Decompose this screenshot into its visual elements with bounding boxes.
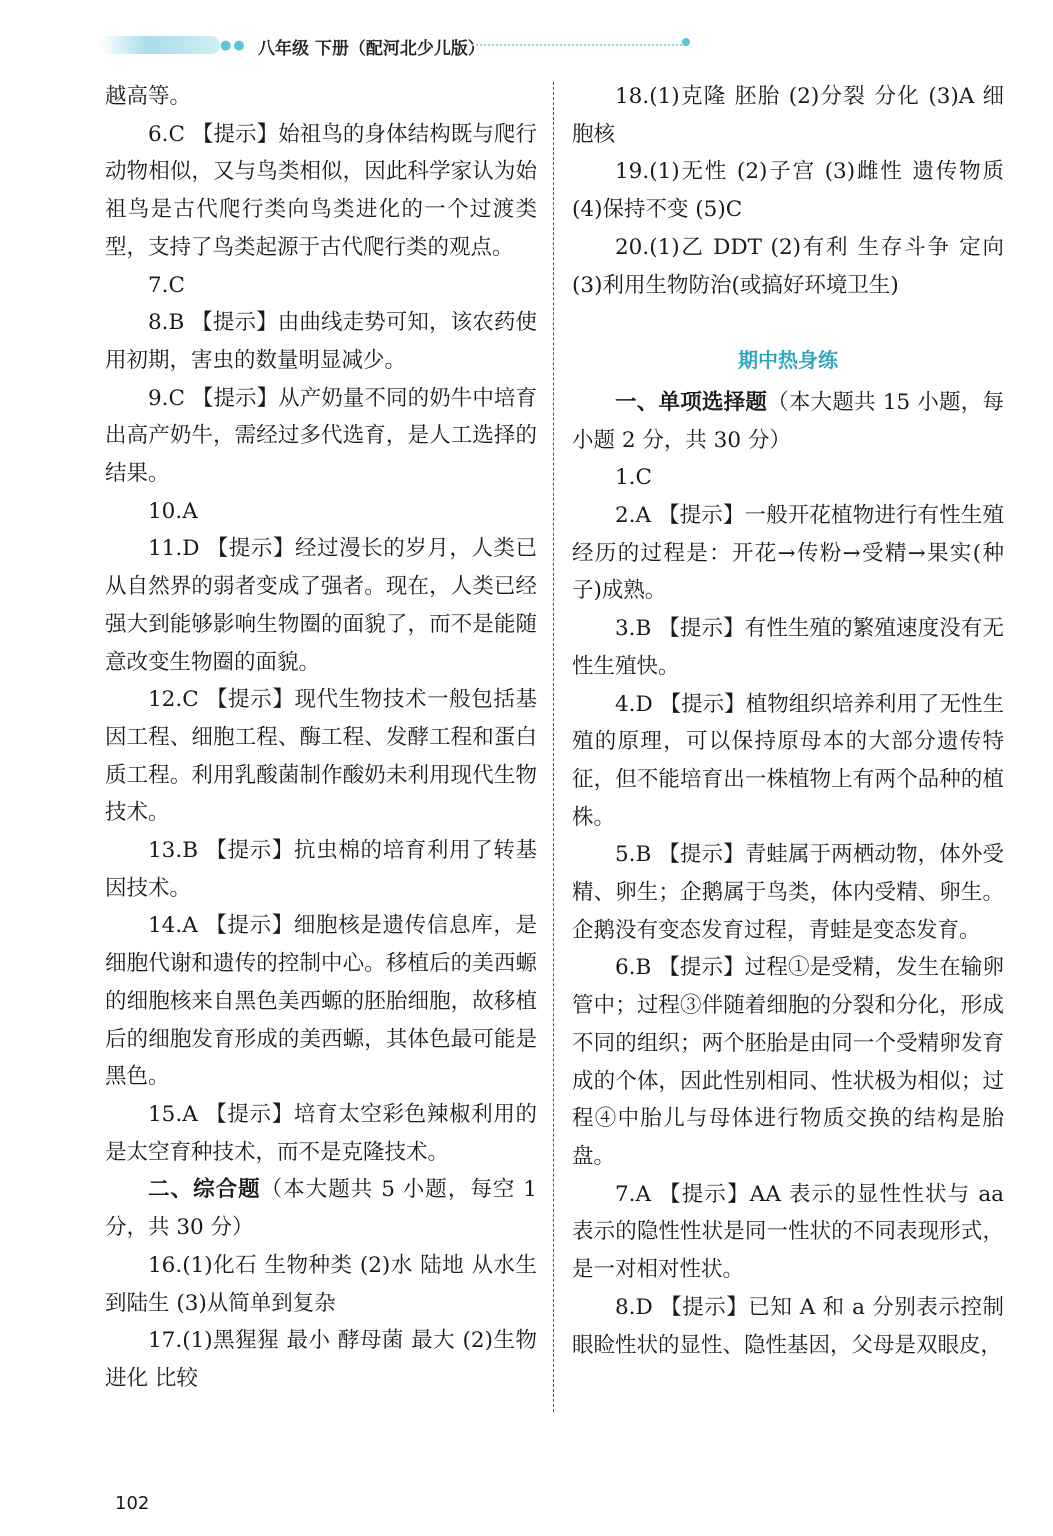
section-note: （本大题共 5 小题，每空 1 分，共 30 分） — [105, 1177, 537, 1241]
answer-item: 6.C 【提示】始祖鸟的身体结构既与爬行动物相似，又与鸟类相似，因此科学家认为始祖鸟是古代爬行类向鸟类进化的一个过渡类型，支持了鸟类起源于古代爬行类的观点。 — [105, 121, 537, 260]
page-number: 102 — [115, 1493, 150, 1514]
answer-item: 7.A 【提示】AA 表示的显性性状与 aa 表示的隐性性状是同一性状的不同表现形式，是一对相对性状。 — [572, 1181, 1004, 1283]
right-column — [572, 78, 1004, 1364]
answer-item: 18.(1)克隆 胚胎 (2)分裂 分化 (3)A 细胞核 — [572, 84, 1004, 147]
answer-item: 7.C — [148, 272, 185, 298]
answer-item: 3.B 【提示】有性生殖的繁殖速度没有无性生殖快。 — [572, 616, 1004, 679]
left-column — [105, 78, 537, 1398]
section-note: （本大题共 15 小题，每小题 2 分，共 30 分） — [572, 389, 1004, 453]
header-title: 八年级 下册（配河北少儿版） — [258, 39, 485, 59]
answer-item: 11.D 【提示】经过漫长的岁月，人类已从自然界的弱者变成了强者。现在，人类已经强大到能够影响生物圈的面貌了，而不是能随意改变生物圈的面貌。 — [105, 536, 537, 675]
answer-item: 5.B 【提示】青蛙属于两栖动物，体外受精、卵生；企鹅属于鸟类，体内受精、卵生。企鹅没有变态发育过程，青蛙是变态发育。 — [572, 842, 1004, 943]
answer-item: 12.C 【提示】现代生物技术一般包括基因工程、细胞工程、酶工程、发酵工程和蛋白质工程。利用乳酸菌制作酸奶未利用现代生物技术。 — [105, 687, 537, 826]
answer-item: 20.(1)乙 DDT (2)有利 生存斗争 定向 (3)利用生物防治(或搞好环境卫生) — [572, 234, 1004, 298]
page-header — [100, 28, 700, 62]
answer-item: 8.D 【提示】已知 A 和 a 分别表示控制眼睑性状的显性、隐性基因，父母是双眼皮， — [572, 1294, 1004, 1358]
section-heading-text: 二、综合题 — [148, 1177, 261, 1203]
section-heading-single-choice — [572, 384, 1004, 459]
section-heading-comprehensive — [105, 1171, 537, 1246]
answer-item: 16.(1)化石 生物种类 (2)水 陆地 从水生到陆生 (3)从简单到复杂 — [105, 1252, 537, 1316]
answer-item: 14.A 【提示】细胞核是遗传信息库，是细胞代谢和遗传的控制中心。移植后的美西螈的细胞核来自黑色美西螈的胚胎细胞，故移植后的细胞发育形成的美西螈，其体色最可能是黑色。 — [105, 913, 537, 1090]
answer-item: 9.C 【提示】从产奶量不同的奶牛中培育出高产奶牛，需经过多代选育，是人工选择的结果。 — [105, 385, 537, 487]
answer-item: 1.C — [615, 465, 652, 491]
answer-item: 13.B 【提示】抗虫棉的培育利用了转基因技术。 — [105, 838, 537, 901]
header-dots-icon: ●● — [220, 38, 247, 53]
answer-item: 8.B 【提示】由曲线走势可知，该农药使用初期，害虫的数量明显减少。 — [105, 310, 537, 373]
header-decoration — [100, 36, 220, 54]
answer-item: 6.B 【提示】过程①是受精，发生在输卵管中；过程③伴随着细胞的分裂和分化，形成不同的组织；两个胚胎是由同一个受精卵发育成的个体，因此性别相同、性状极为相似；过程④中胎儿与母体进行物质交换的结构是胎盘。 — [572, 955, 1004, 1169]
answer-item: 10.A — [148, 498, 198, 524]
answer-item: 越高等。 — [105, 84, 192, 109]
answer-item: 4.D 【提示】植物组织培养利用了无性生殖的原理，可以保持原母本的大部分遗传特征，但不能培育出一株植物上有两个品种的植株。 — [572, 691, 1004, 830]
answer-item: 2.A 【提示】一般开花植物进行有性生殖经历的过程是：开花→传粉→受精→果实(种子)成熟。 — [572, 503, 1004, 604]
header-dot-icon — [682, 38, 690, 46]
section-heading-text: 一、单项选择题 — [615, 389, 768, 415]
answer-item: 17.(1)黑猩猩 最小 酵母菌 最大 (2)生物进化 比较 — [105, 1328, 537, 1391]
header-rule — [472, 44, 682, 46]
answer-item: 19.(1)无性 (2)子宫 (3)雌性 遗传物质 (4)保持不变 (5)C — [572, 159, 1004, 223]
column-divider — [553, 82, 554, 1412]
answer-item: 15.A 【提示】培育太空彩色辣椒利用的是太空育种技术，而不是克隆技术。 — [105, 1101, 537, 1165]
section-title: 期中热身练 — [738, 348, 838, 373]
